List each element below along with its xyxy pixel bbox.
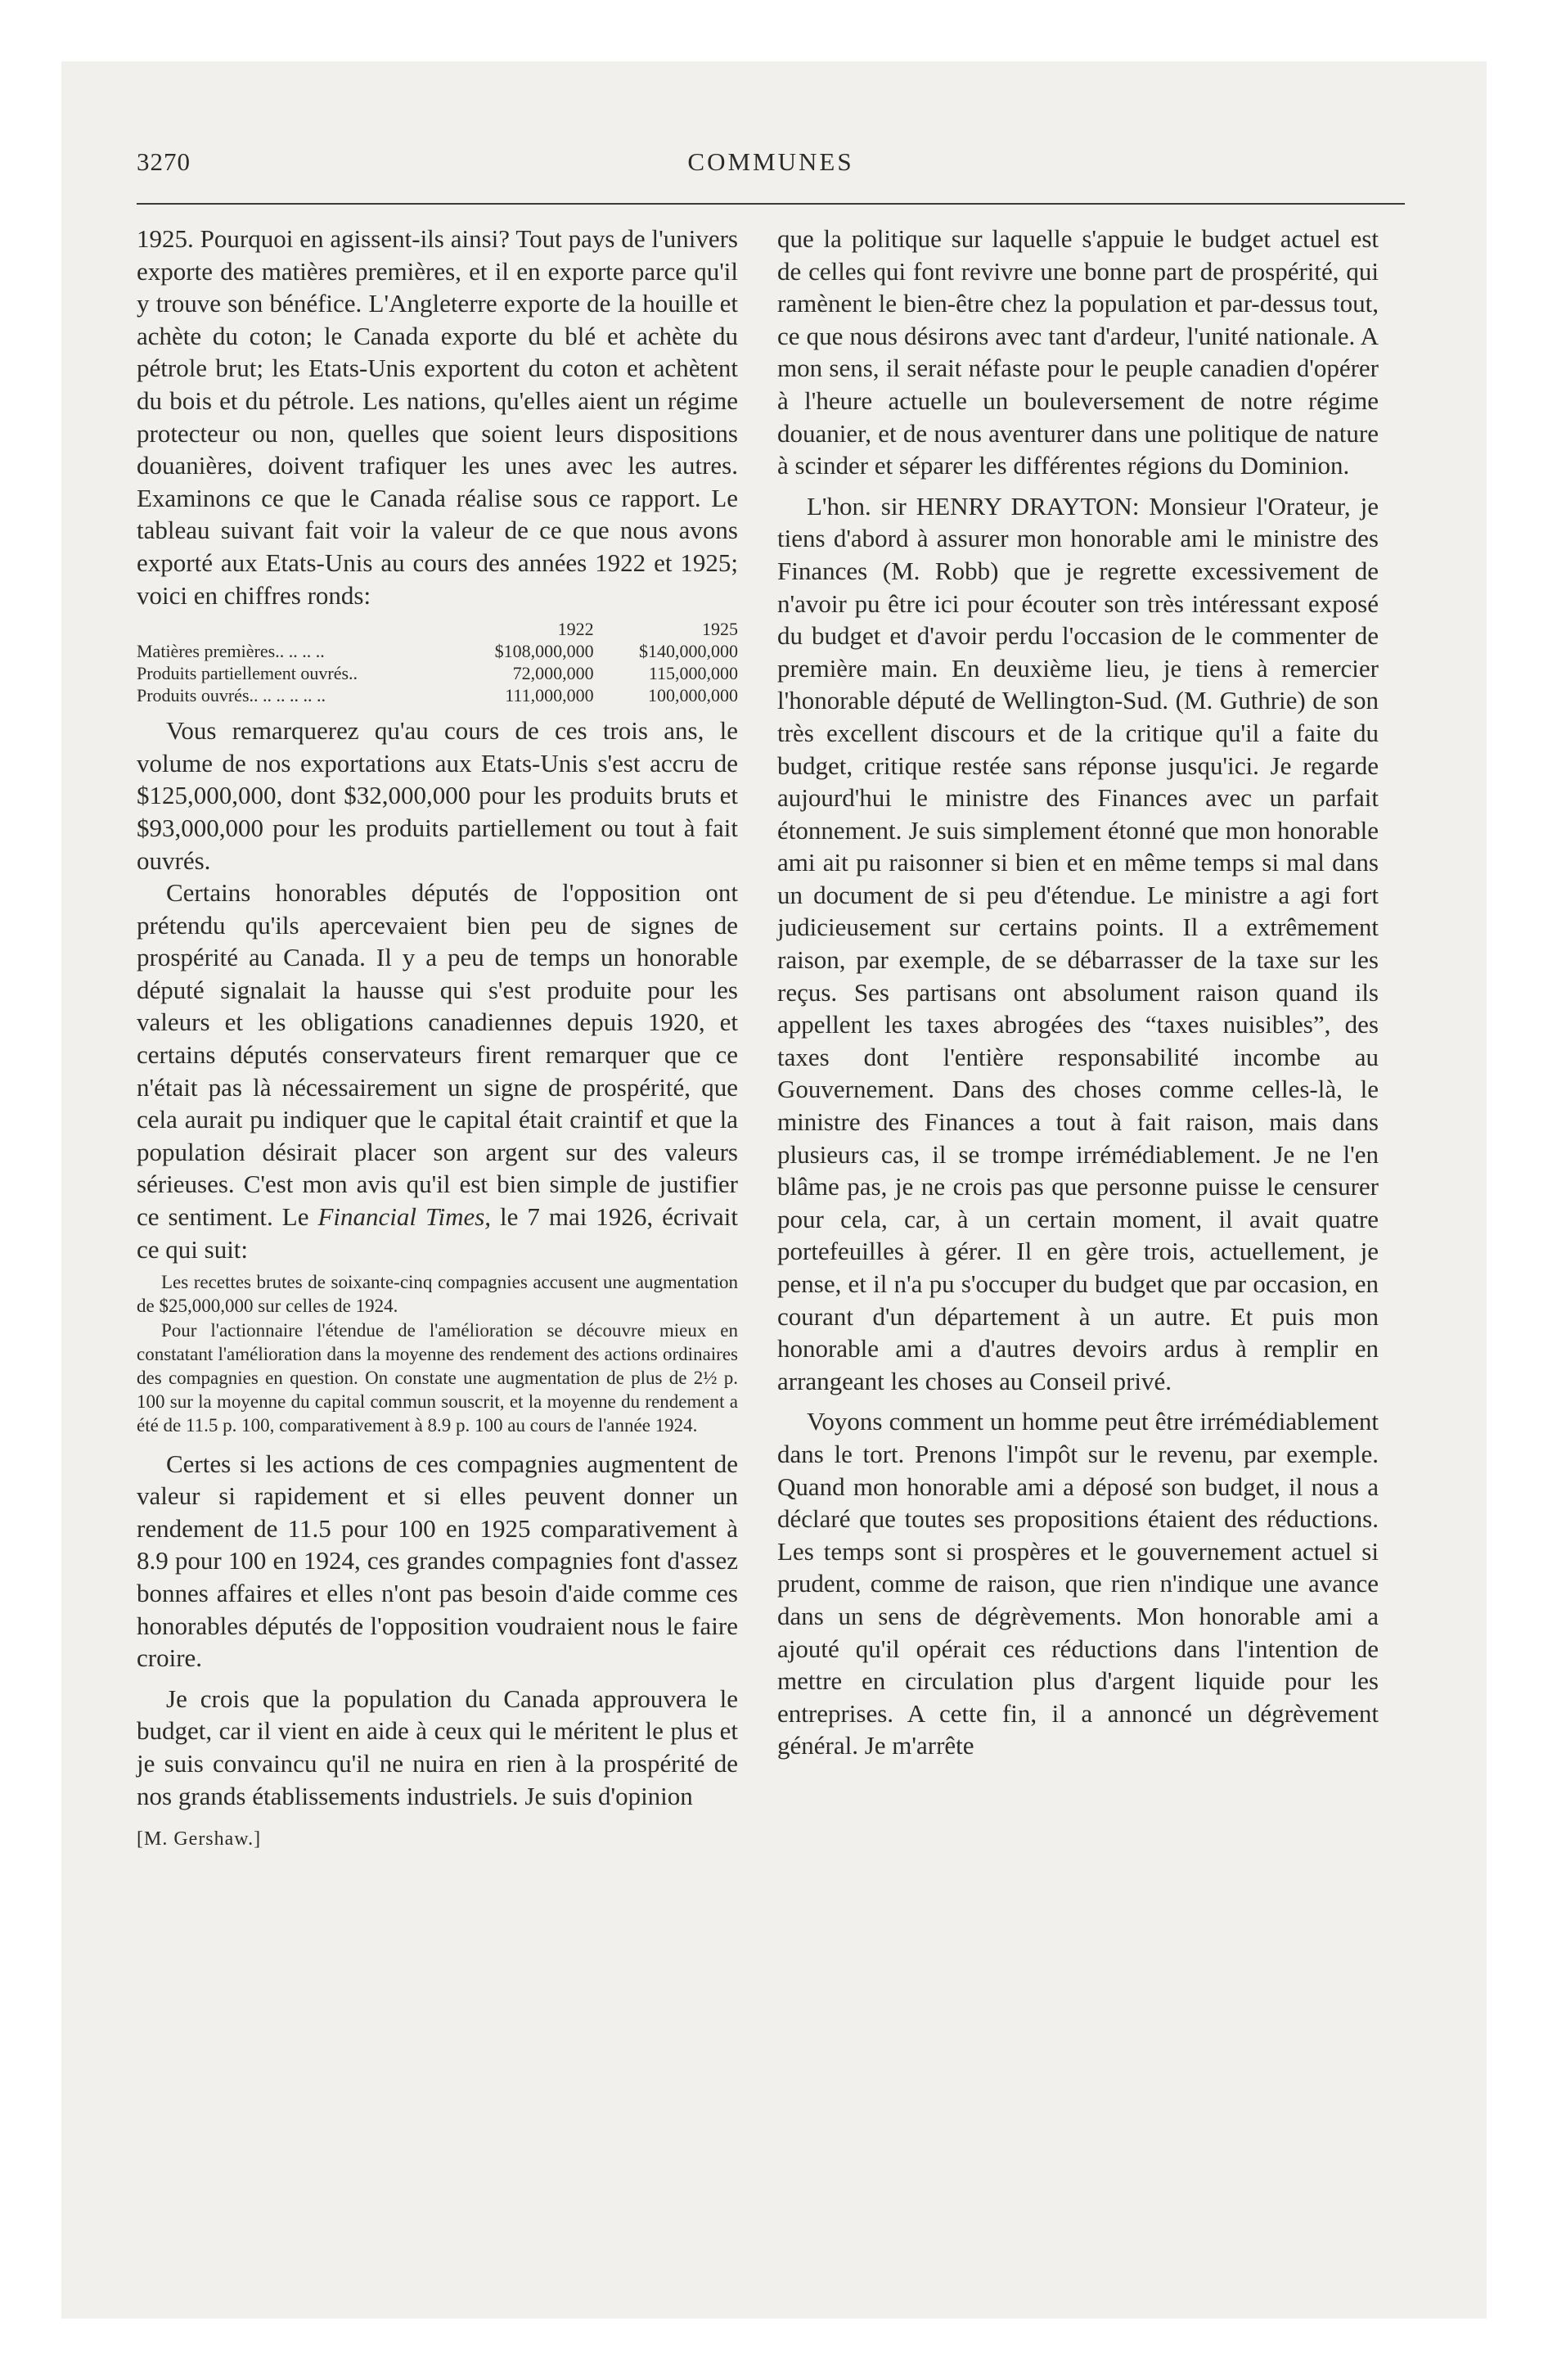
newspaper-title: Financial Times, bbox=[317, 1202, 492, 1232]
value-1922: $108,000,000 bbox=[494, 641, 594, 662]
paragraph: Certes si les actions de ces compagnies augmentent de valeur si rapidement et si elles peuvent donner un rendement de 11.5 pour 100 en 1925 comparativement à 8.9 pour 100 en 1924, ces grandes compagnies font d'assez bonnes affaires et elles n'ont pas besoin d'aide comme ces honorables députés de l'opposition voudraient nous le faire croire. bbox=[137, 1449, 738, 1673]
table-row bbox=[137, 640, 738, 662]
table-header-blank bbox=[137, 618, 449, 640]
row-label: Matières premières.. .. .. .. bbox=[137, 641, 325, 662]
page-number: 3270 bbox=[137, 147, 191, 176]
value-1925: 100,000,000 bbox=[648, 685, 738, 706]
row-label: Produits ouvrés.. .. .. .. .. .. bbox=[137, 685, 326, 706]
right-column bbox=[777, 223, 1379, 1762]
exports-table bbox=[137, 618, 738, 706]
table-row bbox=[137, 684, 738, 706]
value-1922: 111,000,000 bbox=[505, 685, 594, 706]
table-header-1922: 1922 bbox=[557, 619, 594, 640]
paragraph: 1925. Pourquoi en agissent-ils ainsi? Tout pays de l'univers exporte des matières premières, et il en exporte parce qu'il y trouve son bénéfice. L'Angleterre exporte de la houille et achète du coton; le Canada exporte du blé et achète du pétrole brut; les Etats-Unis exportent du coton et achètent du bois et du pétrole. Les nations, qu'elles aient un régime protecteur ou non, quelles que soient leurs dispositions douanières, doivent trafiquer les unes avec les autres. Examinons ce que le Canada réalise sous ce rapport. Le tableau suivant fait voir la valeur de ce que nous avons exporté aux Etats-Unis au cours des années 1922 et 1925; voici en chiffres ronds: bbox=[137, 224, 738, 610]
quote-paragraph: Les recettes brutes de soixante-cinq compagnies accusent une augmentation de $25,000,000 sur celles de 1924. bbox=[137, 1272, 738, 1317]
value-1925: $140,000,000 bbox=[639, 641, 738, 662]
paragraph bbox=[137, 877, 738, 1265]
paragraph-text: le 7 mai 1926, écrivait ce qui suit: bbox=[137, 1202, 739, 1264]
value-1925: 115,000,000 bbox=[648, 663, 738, 684]
table-row bbox=[137, 662, 738, 684]
paragraph-text: Certains honorables députés de l'opposition ont prétendu qu'ils apercevaient bien peu de signes de prospérité au Canada. Il y a peu de temps un honorable député signalait la hausse qui s'est produite pour les valeurs et les obligations canadiennes depuis 1920, et certains députés conservateurs firent remarquer que ce n'était pas là nécessairement un signe de prospérité, que cela aurait pu indiquer que le capital était craintif et que la population désirait placer son argent sur des valeurs sérieuses. C'est mon avis qu'il est bien simple de justifier ce sentiment. Le bbox=[137, 878, 738, 1232]
value-1922: 72,000,000 bbox=[512, 663, 594, 684]
page-header bbox=[137, 147, 1405, 188]
table-header-row bbox=[137, 618, 738, 640]
paragraph: Je crois que la population du Canada approuvera le budget, car il vient en aide à ceux qui le méritent le plus et je suis convaincu qu'il ne nuira en rien à la prospérité de nos grands établissements industriels. Je suis d'opinion bbox=[137, 1684, 738, 1810]
header-divider bbox=[137, 203, 1405, 205]
row-label: Produits partiellement ouvrés.. bbox=[137, 663, 358, 684]
page-title: COMMUNES bbox=[687, 147, 854, 176]
left-column bbox=[137, 223, 738, 1856]
paragraph: Voyons comment un homme peut être irrémédiablement dans le tort. Prenons l'impôt sur le revenu, par exemple. Quand mon honorable ami a déposé son budget, il nous a déclaré que toutes ses propositions étaient des réductions. Les temps sont si prospères et le gouvernement actuel si prudent, comme de raison, que rien n'indique une avance dans un sens de dégrèvements. Mon honorable ami a ajouté qu'il opérait ces réductions dans l'intention de mettre en circulation plus d'argent liquide pour les entreprises. A cette fin, il a annoncé un dégrèvement général. Je m'arrête bbox=[777, 1407, 1379, 1760]
paragraph: que la politique sur laquelle s'appuie le budget actuel est de celles qui font revivre une bonne part de prospérité, qui ramènent le bien-être chez la population et par-dessus tout, ce que nous désirons avec tant d'ardeur, l'unité nationale. A mon sens, il serait néfaste pour le peuple canadien d'opérer à l'heure actuelle un bouleversement de notre régime douanier, et de nous aventurer dans une politique de nature à scinder et séparer les différentes régions du Dominion. bbox=[777, 224, 1379, 480]
table-header-1925: 1925 bbox=[702, 619, 738, 640]
block-quote bbox=[137, 1270, 738, 1437]
speaker-tag: [M. Gershaw.] bbox=[137, 1828, 262, 1850]
paragraph: Vous remarquerez qu'au cours de ces trois ans, le volume de nos exportations aux Etats-Unis s'est accru de $125,000,000, dont $32,000,000 pour les produits bruts et $93,000,000 pour les produits partiellement ou tout à fait ouvrés. bbox=[137, 716, 738, 875]
quote-paragraph: Pour l'actionnaire l'étendue de l'amélioration se découvre mieux en constatant l'amélioration dans la moyenne des rendement des actions ordinaires des compagnies en question. On constate une augmentation de plus de 2½ p. 100 sur la moyenne du capital commun souscrit, et la moyenne du rendement a été de 11.5 p. 100, comparativement à 8.9 p. 100 au cours de l'année 1924. bbox=[137, 1319, 738, 1436]
paragraph: L'hon. sir HENRY DRAYTON: Monsieur l'Orateur, je tiens d'abord à assurer mon honorable ami le ministre des Finances (M. Robb) que je regrette excessivement de n'avoir pu être ici pour écouter son très intéressant exposé du budget et d'avoir perdu l'occasion de le commenter de première main. En deuxième lieu, je tiens à remercier l'honorable député de Wellington-Sud. (M. Guthrie) de son très excellent discours et de la critique qu'il a faite du budget, critique restée sans réponse jusqu'ici. Je regarde aujourd'hui le ministre des Finances avec un parfait étonnement. Je suis simplement étonné que mon honorable ami ait pu raisonner si bien et en même temps si mal dans un document de si peu d'étendue. Le ministre a agi fort judicieusement sur certains points. Il a extrêmement raison, par exemple, de se débarrasser de la taxe sur les reçus. Ses partisans ont absolument raison quand ils appellent les taxes abrogées des “taxes nuisibles”, des taxes dont l'entière responsabilité incombe au Gouvernement. Dans des choses comme celles-là, le ministre des Finances a tout à fait raison, mais dans plusieurs cas, il se trompe irrémédiablement. Je ne l'en blâme pas, je ne crois pas que personne puisse le censurer pour cela, car, à un certain moment, il avait quatre portefeuilles à gérer. Il en gère trois, actuellement, je pense, et il n'a pu s'occuper du budget que par occasion, en courant d'un département à un autre. Et puis mon honorable ami a d'autres devoirs ardus à remplir en arrangeant les choses au Conseil privé. bbox=[777, 491, 1379, 1395]
